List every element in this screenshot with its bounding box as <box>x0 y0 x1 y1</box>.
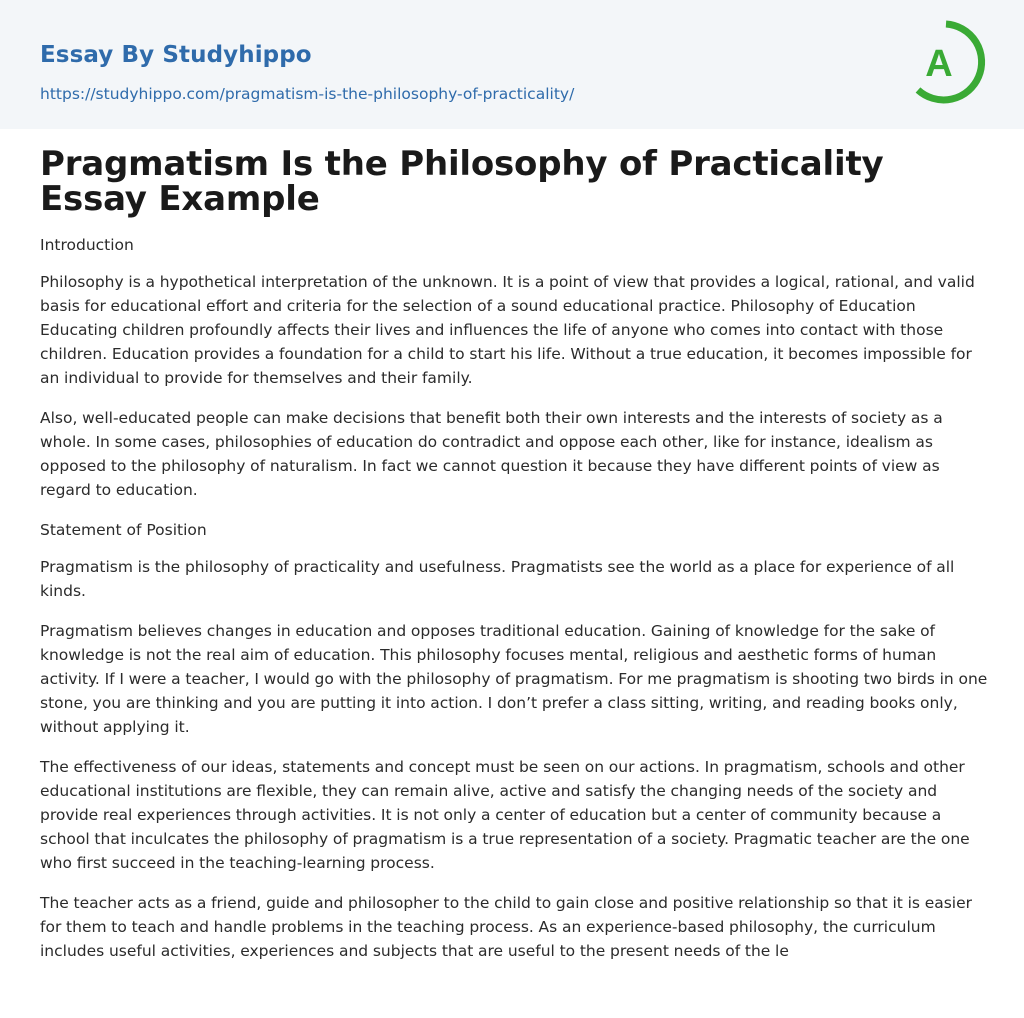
section-introduction <box>40 233 990 502</box>
site-header <box>0 0 1024 129</box>
site-brand[interactable]: Essay By Studyhippo <box>40 42 312 68</box>
section-heading: Statement of Position <box>40 521 207 539</box>
section-heading: Introduction <box>40 236 134 254</box>
studyhippo-logo-icon[interactable] <box>909 18 989 106</box>
paragraph: Pragmatism believes changes in education and opposes traditional education. Gaining of knowledge for the sake of knowledge is not the real aim of education. This philosophy focuses mental, religious and aesthetic forms of human activity. If I were a teacher, I would go with the philosophy of pragmatism. For me pragmatism is shooting two birds in one stone, you are thinking and you are putting it into action. I don’t prefer a class sitting, writing, and reading books only, without applying it. <box>40 622 988 736</box>
paragraph: The teacher acts as a friend, guide and philosopher to the child to gain close and positive relationship so that it is easier for them to teach and handle problems in the teaching process. As an experience-based philosophy, the curriculum includes useful activities, experiences and subjects that are useful to the present needs of the le <box>40 894 973 960</box>
paragraph: Philosophy is a hypothetical interpretation of the unknown. It is a point of view that provides a logical, rational, and valid basis for educational effort and criteria for the selection of a sound educational practice. Philosophy of Education Educating children profoundly affects their lives and influences the life of anyone who comes into contact with those children. Education provides a foundation for a child to start his life. Without a true education, it becomes impossible for an individual to provide for themselves and their family. <box>40 273 975 387</box>
page-url-link[interactable]: https://studyhippo.com/pragmatism-is-the-philosophy-of-practicality/ <box>40 85 575 103</box>
article-content <box>40 144 990 979</box>
logo-letter: A <box>925 43 953 85</box>
paragraph: Pragmatism is the philosophy of practicality and usefulness. Pragmatists see the world as a place for experience of all kinds. <box>40 558 955 600</box>
paragraph: The effectiveness of our ideas, statements and concept must be seen on our actions. In pragmatism, schools and other educational institutions are flexible, they can remain alive, active and satisfy the changing needs of the society and provide real experiences through activities. It is not only a center of education but a center of community because a school that inculcates the philosophy of pragmatism is a true representation of a society. Pragmatic teacher are the one who first succeed in the teaching-learning process. <box>40 758 970 872</box>
article-title: Pragmatism Is the Philosophy of Practicality Essay Example <box>40 144 884 219</box>
section-statement-of-position <box>40 518 990 963</box>
paragraph: Also, well-educated people can make decisions that benefit both their own interests and the interests of society as a whole. In some cases, philosophies of education do contradict and oppose each other, like for instance, idealism as opposed to the philosophy of naturalism. In fact we cannot question it because they have different points of view as regard to education. <box>40 409 943 499</box>
